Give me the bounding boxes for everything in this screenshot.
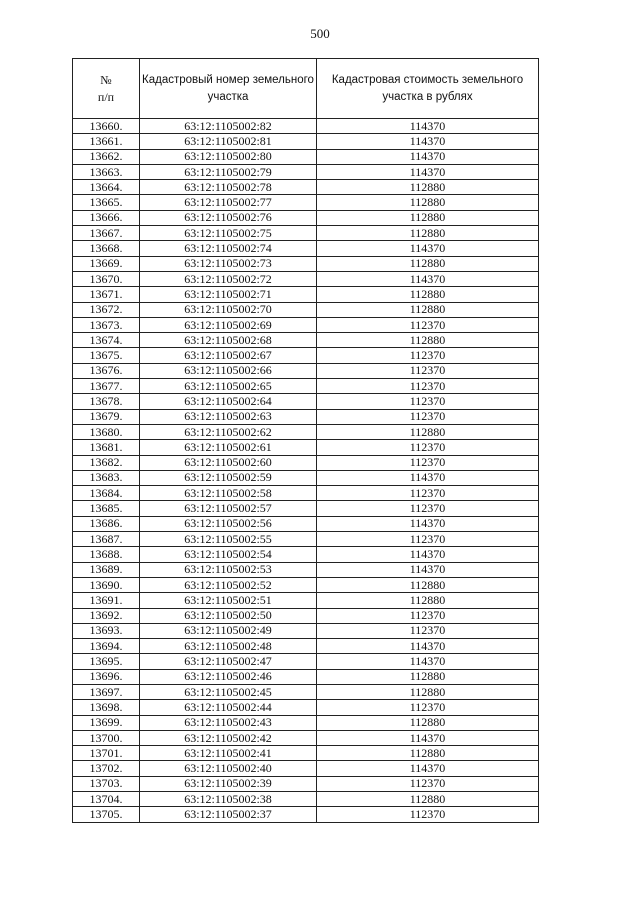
row-number-cell: 13661. xyxy=(73,134,140,149)
cadastral-number-cell: 63:12:1105002:80 xyxy=(140,149,317,164)
table-row xyxy=(73,470,539,485)
table-row xyxy=(73,149,539,164)
table-row xyxy=(73,455,539,470)
table-row xyxy=(73,593,539,608)
table-row xyxy=(73,363,539,378)
cadastral-number-cell: 63:12:1105002:58 xyxy=(140,486,317,501)
cadastral-value-cell: 114370 xyxy=(317,149,539,164)
cadastral-value-cell: 112880 xyxy=(317,684,539,699)
row-number-cell: 13679. xyxy=(73,409,140,424)
table-row xyxy=(73,440,539,455)
cadastral-number-cell: 63:12:1105002:67 xyxy=(140,348,317,363)
cadastral-value-cell: 112370 xyxy=(317,348,539,363)
row-number-cell: 13668. xyxy=(73,241,140,256)
cadastral-number-cell: 63:12:1105002:72 xyxy=(140,271,317,286)
cadastral-value-cell: 114370 xyxy=(317,562,539,577)
header-row-number xyxy=(73,59,140,119)
row-number-cell: 13699. xyxy=(73,715,140,730)
row-number-cell: 13695. xyxy=(73,654,140,669)
cadastral-value-cell: 112370 xyxy=(317,501,539,516)
cadastral-number-cell: 63:12:1105002:42 xyxy=(140,730,317,745)
row-number-cell: 13664. xyxy=(73,180,140,195)
table-row xyxy=(73,409,539,424)
cadastral-number-cell: 63:12:1105002:69 xyxy=(140,317,317,332)
cadastral-number-cell: 63:12:1105002:78 xyxy=(140,180,317,195)
row-number-cell: 13673. xyxy=(73,317,140,332)
cadastral-value-cell: 114370 xyxy=(317,134,539,149)
table-row xyxy=(73,210,539,225)
row-number-cell: 13672. xyxy=(73,302,140,317)
row-number-cell: 13698. xyxy=(73,700,140,715)
row-number-cell: 13675. xyxy=(73,348,140,363)
cadastral-value-cell: 112880 xyxy=(317,792,539,807)
row-number-cell: 13674. xyxy=(73,333,140,348)
cadastral-value-cell: 114370 xyxy=(317,470,539,485)
cadastral-number-cell: 63:12:1105002:45 xyxy=(140,684,317,699)
row-number-cell: 13680. xyxy=(73,424,140,439)
cadastral-value-cell: 112880 xyxy=(317,746,539,761)
table-row xyxy=(73,684,539,699)
cadastral-number-cell: 63:12:1105002:37 xyxy=(140,807,317,822)
cadastral-value-cell: 112370 xyxy=(317,623,539,638)
table-row xyxy=(73,241,539,256)
cadastral-value-cell: 112880 xyxy=(317,424,539,439)
cadastral-number-cell: 63:12:1105002:77 xyxy=(140,195,317,210)
row-number-cell: 13696. xyxy=(73,669,140,684)
cadastral-number-cell: 63:12:1105002:63 xyxy=(140,409,317,424)
header-cadastral-number: Кадастровый номер земельного участка xyxy=(140,59,317,119)
table-row xyxy=(73,730,539,745)
cadastral-value-cell: 114370 xyxy=(317,241,539,256)
table-row xyxy=(73,195,539,210)
row-number-cell: 13705. xyxy=(73,807,140,822)
cadastral-number-cell: 63:12:1105002:48 xyxy=(140,639,317,654)
cadastral-value-cell: 112370 xyxy=(317,394,539,409)
row-number-cell: 13697. xyxy=(73,684,140,699)
cadastral-value-cell: 114370 xyxy=(317,761,539,776)
cadastral-value-cell: 114370 xyxy=(317,119,539,134)
table-body xyxy=(73,119,539,823)
cadastral-number-cell: 63:12:1105002:53 xyxy=(140,562,317,577)
table-row xyxy=(73,761,539,776)
cadastral-number-cell: 63:12:1105002:71 xyxy=(140,287,317,302)
cadastral-value-cell: 112370 xyxy=(317,776,539,791)
table-row xyxy=(73,608,539,623)
row-number-cell: 13700. xyxy=(73,730,140,745)
cadastral-number-cell: 63:12:1105002:70 xyxy=(140,302,317,317)
cadastral-number-cell: 63:12:1105002:75 xyxy=(140,226,317,241)
cadastral-number-cell: 63:12:1105002:65 xyxy=(140,379,317,394)
cadastral-value-cell: 112370 xyxy=(317,440,539,455)
header-cadastral-value: Кадастровая стоимость земельного участка в рублях xyxy=(317,59,539,119)
row-number-cell: 13687. xyxy=(73,532,140,547)
row-number-cell: 13702. xyxy=(73,761,140,776)
cadastral-number-cell: 63:12:1105002:38 xyxy=(140,792,317,807)
cadastral-number-cell: 63:12:1105002:39 xyxy=(140,776,317,791)
cadastral-number-cell: 63:12:1105002:50 xyxy=(140,608,317,623)
table-row xyxy=(73,532,539,547)
table-row xyxy=(73,562,539,577)
cadastral-number-cell: 63:12:1105002:82 xyxy=(140,119,317,134)
cadastral-number-cell: 63:12:1105002:55 xyxy=(140,532,317,547)
cadastral-number-cell: 63:12:1105002:74 xyxy=(140,241,317,256)
row-number-cell: 13662. xyxy=(73,149,140,164)
cadastral-value-cell: 114370 xyxy=(317,730,539,745)
row-number-cell: 13691. xyxy=(73,593,140,608)
cadastral-number-cell: 63:12:1105002:40 xyxy=(140,761,317,776)
cadastral-number-cell: 63:12:1105002:57 xyxy=(140,501,317,516)
cadastral-number-cell: 63:12:1105002:41 xyxy=(140,746,317,761)
cadastral-number-cell: 63:12:1105002:52 xyxy=(140,577,317,592)
table-row xyxy=(73,669,539,684)
row-number-cell: 13703. xyxy=(73,776,140,791)
cadastral-value-cell: 112370 xyxy=(317,455,539,470)
cadastral-value-cell: 112880 xyxy=(317,593,539,608)
row-number-cell: 13692. xyxy=(73,608,140,623)
row-number-cell: 13688. xyxy=(73,547,140,562)
cadastral-value-cell: 112370 xyxy=(317,379,539,394)
table-row xyxy=(73,746,539,761)
row-number-cell: 13683. xyxy=(73,470,140,485)
row-number-cell: 13686. xyxy=(73,516,140,531)
table-row xyxy=(73,287,539,302)
cadastral-value-cell: 112370 xyxy=(317,532,539,547)
cadastral-value-table xyxy=(72,58,539,823)
row-number-cell: 13663. xyxy=(73,164,140,179)
cadastral-value-cell: 112370 xyxy=(317,700,539,715)
cadastral-value-cell: 112880 xyxy=(317,715,539,730)
cadastral-value-cell: 112370 xyxy=(317,409,539,424)
table-row xyxy=(73,180,539,195)
cadastral-value-cell: 112370 xyxy=(317,363,539,378)
cadastral-value-cell: 112880 xyxy=(317,287,539,302)
cadastral-number-cell: 63:12:1105002:51 xyxy=(140,593,317,608)
table-row xyxy=(73,700,539,715)
table-row xyxy=(73,623,539,638)
row-number-cell: 13685. xyxy=(73,501,140,516)
cadastral-value-cell: 112880 xyxy=(317,333,539,348)
table-row xyxy=(73,639,539,654)
cadastral-value-cell: 114370 xyxy=(317,547,539,562)
row-number-cell: 13678. xyxy=(73,394,140,409)
cadastral-value-cell: 112880 xyxy=(317,256,539,271)
row-number-cell: 13671. xyxy=(73,287,140,302)
cadastral-number-cell: 63:12:1105002:49 xyxy=(140,623,317,638)
cadastral-number-cell: 63:12:1105002:56 xyxy=(140,516,317,531)
cadastral-value-cell: 112880 xyxy=(317,210,539,225)
row-number-cell: 13660. xyxy=(73,119,140,134)
cadastral-value-cell: 112880 xyxy=(317,195,539,210)
table-row xyxy=(73,654,539,669)
table-row xyxy=(73,119,539,134)
cadastral-number-cell: 63:12:1105002:73 xyxy=(140,256,317,271)
cadastral-number-cell: 63:12:1105002:60 xyxy=(140,455,317,470)
row-number-cell: 13690. xyxy=(73,577,140,592)
row-number-cell: 13682. xyxy=(73,455,140,470)
row-number-cell: 13704. xyxy=(73,792,140,807)
cadastral-value-cell: 114370 xyxy=(317,654,539,669)
cadastral-number-cell: 63:12:1105002:54 xyxy=(140,547,317,562)
cadastral-value-cell: 114370 xyxy=(317,516,539,531)
table-row xyxy=(73,547,539,562)
page-number: 500 xyxy=(310,26,330,41)
table-row xyxy=(73,226,539,241)
row-number-cell: 13681. xyxy=(73,440,140,455)
table-row xyxy=(73,486,539,501)
cadastral-value-cell: 114370 xyxy=(317,271,539,286)
row-number-cell: 13689. xyxy=(73,562,140,577)
cadastral-value-cell: 112880 xyxy=(317,577,539,592)
cadastral-value-cell: 112370 xyxy=(317,608,539,623)
cadastral-number-cell: 63:12:1105002:61 xyxy=(140,440,317,455)
table-row xyxy=(73,134,539,149)
table-row xyxy=(73,271,539,286)
cadastral-number-cell: 63:12:1105002:66 xyxy=(140,363,317,378)
cadastral-number-cell: 63:12:1105002:64 xyxy=(140,394,317,409)
row-number-cell: 13694. xyxy=(73,639,140,654)
table-row xyxy=(73,317,539,332)
table-row xyxy=(73,807,539,822)
row-number-cell: 13665. xyxy=(73,195,140,210)
table-row xyxy=(73,394,539,409)
cadastral-value-cell: 112880 xyxy=(317,226,539,241)
table-row xyxy=(73,348,539,363)
table-row xyxy=(73,792,539,807)
cadastral-number-cell: 63:12:1105002:62 xyxy=(140,424,317,439)
row-number-cell: 13701. xyxy=(73,746,140,761)
cadastral-number-cell: 63:12:1105002:44 xyxy=(140,700,317,715)
cadastral-value-cell: 112370 xyxy=(317,317,539,332)
cadastral-value-cell: 112880 xyxy=(317,302,539,317)
table-row xyxy=(73,379,539,394)
row-number-cell: 13667. xyxy=(73,226,140,241)
table-row xyxy=(73,424,539,439)
table-row xyxy=(73,577,539,592)
cadastral-number-cell: 63:12:1105002:81 xyxy=(140,134,317,149)
row-number-cell: 13669. xyxy=(73,256,140,271)
header-row-number-label: № п/п xyxy=(97,72,115,104)
table-row xyxy=(73,256,539,271)
cadastral-value-cell: 112370 xyxy=(317,486,539,501)
row-number-cell: 13666. xyxy=(73,210,140,225)
cadastral-value-cell: 114370 xyxy=(317,639,539,654)
table-row xyxy=(73,776,539,791)
row-number-cell: 13676. xyxy=(73,363,140,378)
cadastral-number-cell: 63:12:1105002:68 xyxy=(140,333,317,348)
row-number-cell: 13693. xyxy=(73,623,140,638)
table-row xyxy=(73,302,539,317)
cadastral-value-cell: 112880 xyxy=(317,180,539,195)
row-number-cell: 13677. xyxy=(73,379,140,394)
row-number-cell: 13670. xyxy=(73,271,140,286)
cadastral-number-cell: 63:12:1105002:43 xyxy=(140,715,317,730)
table-row xyxy=(73,715,539,730)
cadastral-number-cell: 63:12:1105002:46 xyxy=(140,669,317,684)
table-header-row xyxy=(73,59,539,119)
cadastral-value-cell: 112880 xyxy=(317,669,539,684)
cadastral-value-cell: 114370 xyxy=(317,164,539,179)
table-row xyxy=(73,501,539,516)
cadastral-value-cell: 112370 xyxy=(317,807,539,822)
cadastral-number-cell: 63:12:1105002:59 xyxy=(140,470,317,485)
table-row xyxy=(73,333,539,348)
cadastral-number-cell: 63:12:1105002:76 xyxy=(140,210,317,225)
table-row xyxy=(73,516,539,531)
row-number-cell: 13684. xyxy=(73,486,140,501)
table-row xyxy=(73,164,539,179)
cadastral-number-cell: 63:12:1105002:79 xyxy=(140,164,317,179)
cadastral-number-cell: 63:12:1105002:47 xyxy=(140,654,317,669)
